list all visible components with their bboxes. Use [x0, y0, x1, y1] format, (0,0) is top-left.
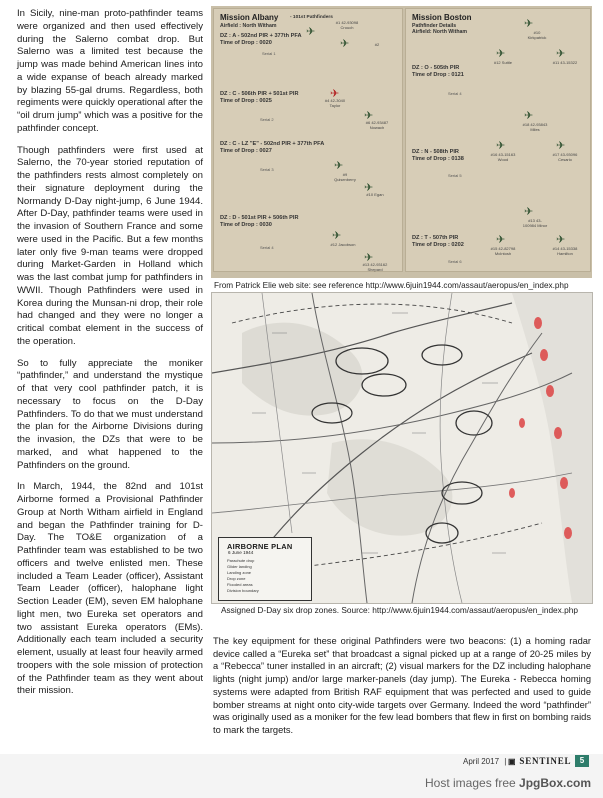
plane-icon: ✈ [496, 140, 506, 152]
left-column [17, 8, 203, 707]
dz-name: DZ : D - 501st PIR + 506th PIR [220, 215, 299, 221]
mission-albany-title-suffix: - 101st Pathfinders [290, 15, 333, 20]
dz-time: Time of Drop : 0121 [412, 71, 464, 78]
plane-tag: #1 42-93098 Crouch [335, 20, 359, 30]
dz-time: Time of Drop : 0027 [220, 147, 272, 154]
dz-label [220, 215, 299, 228]
plane-tag: #13 42-93162 Shepard [362, 262, 388, 272]
plane-icon: ✈ [524, 110, 534, 122]
airborne-plan-map [211, 292, 593, 604]
dz-name: DZ : C - LZ "E" - 502nd PIR + 377th PFA [220, 141, 325, 147]
plane-icon: ✈ [306, 26, 316, 38]
plane-tag: #4 42-3040 Taylor [324, 98, 346, 108]
paragraph: In March, 1944, the 82nd and 101st Airborne formed a Provisional Pathfinder Group at North Witham airfield in England and began the Pathfinder training for D-Day. The TO&E organization of a Pathfinder team was established to be two officers and twelve enlisted men. These included a Team Leader (officer), Assistant Team Leader (officer), halophane light Section Leader (EM), seven EM halophane light men, two Eureka set operators and two assistant Eureka operators (EMs). Additionally each team included a security element, usually at least four heavily armed troopers with the sole mission of protection of the Pathfinder team as they went about their mission. [17, 481, 203, 697]
plane-tag: #14 43-15338 Hamilton [552, 246, 578, 256]
paragraph: Though pathfinders were first used at Salerno, the 70-year storied reputation of the pathfinders rests almost completely on their signature deployment during the Normandy D-Day night-jump, 6 June 1944. After D-Day, pathfinder teams were used in the invasion of Southern France and some were used in the Pacific. But a few months later only five 9-man teams were dropped during Market-Garden in Holland which was the last combat jump for pathfinders in WWII. Though Pathfinders were used in Korea during the Munsan-ni drop, their role had changed and they were no longer a critical combat element in the success of the operation. [17, 144, 203, 347]
plane-icon: ✈ [524, 206, 534, 218]
plane-icon: ✈ [556, 234, 566, 246]
dz-label [220, 33, 302, 46]
plane-icon: ✈ [332, 230, 342, 242]
plane-tag: #10 Kirkpatrick [527, 30, 547, 40]
plane-icon: ✈ [330, 88, 340, 100]
dz-label [412, 149, 464, 162]
plane-icon: ✈ [496, 48, 506, 60]
figure2-caption: Assigned D-Day six drop zones. Source: http://www.6juin1944.com/assaut/aeropus/en_index.php [221, 605, 578, 615]
legend-date: 6 June 1944 [228, 550, 254, 555]
right-paragraph: The key equipment for these original Pathfinders were two beacons: (1) a homing radar device called a “Eureka set” that broadcast a signal picked up at a range of 20-25 miles by a “Rebecca” tuner installed in an aircraft; (2) visual markers for the DZ including halophane lights (night jump) and/or large marker-panels (day jump). The Eureka - Rebecca homing systems were adapted from British RAF equipment that was perfected and used to guide bomber streams at night onto city-wide targets over Germany. Indeed the word “pathfinder” was originally used as a moniker for the few lead bombers that flew in first on bombing raids to mark the targets. [213, 636, 591, 735]
plane-tag: #9 Quisenberry [334, 172, 356, 182]
plane-icon: ✈ [334, 160, 344, 172]
serial-label: Serial 4 [448, 91, 462, 96]
dz-name: DZ : N - 508th PIR [412, 149, 459, 155]
plane-icon: ✈ [524, 18, 534, 30]
dz-label [412, 235, 464, 248]
plane-tag: #13 43-100984 Minor [522, 218, 548, 228]
issue-label: April 2017 [463, 757, 500, 766]
dz-name: DZ : O - 505th PIR [412, 65, 460, 71]
dz-label [412, 65, 464, 78]
plane-tag: #18 42-93843 Miles [522, 122, 548, 132]
legend-row: Parachute drop [227, 558, 255, 563]
serial-label: Serial 4 [260, 245, 274, 250]
plane-tag: #16 43-15163 Wood [490, 152, 516, 162]
dz-time: Time of Drop : 0202 [412, 241, 464, 248]
dz-name: DZ : T - 507th PIR [412, 235, 459, 241]
mission-albany-panel [213, 8, 403, 272]
dz-label [220, 141, 324, 154]
figure1-caption: From Patrick Elie web site: see reference http://www.6juin1944.com/assaut/aeropus/en_index.php [214, 281, 569, 290]
mission-albany-title: Mission Albany [220, 13, 279, 22]
legend-title: AIRBORNE PLAN [227, 542, 293, 551]
dz-name: DZ : C - 506th PIR + 501st PIR [220, 91, 299, 97]
plane-icon: ✈ [364, 182, 374, 194]
plane-icon: ✈ [364, 252, 374, 264]
brand-logo-icon: ▣ [508, 757, 517, 766]
mission-diagram-figure [211, 6, 592, 278]
plane-icon: ✈ [556, 140, 566, 152]
plane-tag: #2 [374, 42, 380, 47]
serial-label: Serial 5 [448, 173, 462, 178]
plane-tag: #10 Egan [366, 192, 384, 197]
watermark-prefix: Host images free [425, 776, 516, 790]
plane-icon: ✈ [496, 234, 506, 246]
boston-subtitle: Pathfinder Details [412, 23, 457, 29]
legend-row: Drop zone [227, 576, 246, 581]
plane-tag: #6 42-93487 Nowach [365, 120, 389, 130]
legend-row: Flooded areas [227, 582, 253, 587]
plane-tag: #11 43-15322 [552, 60, 578, 65]
plane-tag: #12 Suttle [493, 60, 512, 65]
serial-label: Serial 2 [260, 117, 274, 122]
magazine-brand [508, 756, 571, 766]
albany-airfield: Airfield : North Witham [220, 23, 277, 29]
dz-label [220, 91, 299, 104]
map-legend [218, 537, 312, 601]
dz-time: Time of Drop : 0030 [220, 221, 272, 228]
legend-row: Landing zone [227, 570, 252, 575]
paragraph: In Sicily, nine-man proto-pathfinder teams were organized and then used effectively during the Salerno combat drop. But Salerno was a limited test because the jump was made behind American lines into a wide expanse of beach already marked by blazing 55-gal drums. Regardless, both regiments were quickly operational after the “oil drum jump” which was a positive for the pathfinder concept. [17, 8, 203, 134]
page-number: 5 [575, 755, 589, 767]
paragraph: So to fully appreciate the moniker “pathfinder,” and understand the mystique of that very cool pathfinder patch, it is necessary to focus on the D-Day Pathfinders. To do that we must understand the plan for the Airborne Divisions during the invasion, the DZs that were to be marked, and what happened to the Pathfinders on the ground. [17, 357, 203, 471]
plane-tag: #12 Jacobson [330, 242, 356, 247]
dz-time: Time of Drop : 0025 [220, 97, 272, 104]
plane-icon: ✈ [340, 38, 350, 50]
plane-tag: #17 43-93096 Cesario [552, 152, 578, 162]
mission-boston-panel [405, 8, 591, 272]
dz-name: DZ : A - 502nd PIR + 377th PFA [220, 33, 302, 39]
serial-label: Serial 6 [448, 259, 462, 264]
serial-label: Serial 1 [262, 51, 276, 56]
brand-name: SENTINEL [519, 756, 572, 766]
watermark [425, 776, 591, 790]
legend-row: Division boundary [227, 588, 259, 593]
watermark-site: JpgBox.com [519, 776, 592, 790]
serial-label: Serial 3 [260, 167, 274, 172]
mission-boston-title: Mission Boston [412, 13, 472, 22]
plane-icon: ✈ [364, 110, 374, 122]
dz-time: Time of Drop : 0138 [412, 155, 464, 162]
issue-date [463, 757, 509, 766]
boston-airfield: Airfield: North Witham [412, 29, 467, 35]
plane-icon: ✈ [556, 48, 566, 60]
legend-row: Glider landing [227, 564, 252, 569]
dz-time: Time of Drop : 0020 [220, 39, 272, 46]
plane-tag: #15 42-82798 McIntosh [490, 246, 516, 256]
separator: | [504, 757, 507, 766]
